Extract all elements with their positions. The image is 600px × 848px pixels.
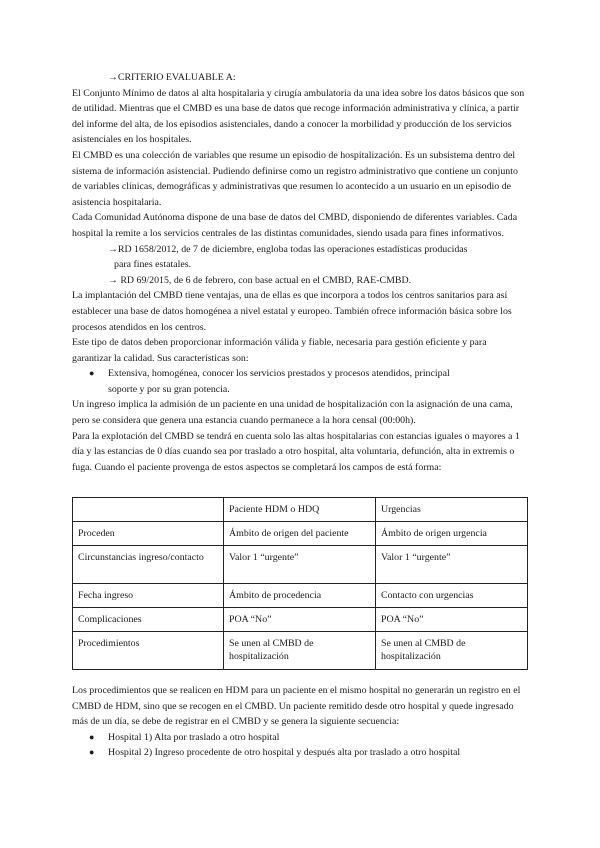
table-cell: Se unen al CMBD de hospitalización xyxy=(224,632,376,670)
table-header-cell: Paciente HDM o HDQ xyxy=(224,498,376,522)
rd-1658-line1: →RD 1658/2012, de 7 de diciembre, engloba todas las operaciones estadísticas producidas xyxy=(108,243,468,255)
list-item xyxy=(72,745,527,761)
table-header-cell: Urgencias xyxy=(376,498,528,522)
table-row xyxy=(73,522,528,546)
list-item-text: Hospital 2) Ingreso procedente de otro hospital y después alta por traslado a otro hospital xyxy=(108,747,461,759)
table-cell: Valor 1 “urgente” xyxy=(376,546,528,584)
bullet-icon: ● xyxy=(89,368,95,379)
paragraph-caracteristicas: Este tipo de datos deben proporcionar información válida y fiable, necesaria para gestión eficiente y para garantizar la calidad. Sus características son: xyxy=(72,337,487,364)
table-cell: Contacto con urgencias xyxy=(376,584,528,608)
paragraph-ventajas: La implantación del CMBD tiene ventajas, una de ellas es que incorpora a todos los centros sanitarios para así establecer una base de datos homogénea a nivel estatal y europeo. También ofrece información básica sobre los procesos atendidos en los centros. xyxy=(72,290,512,333)
table-cell: Ámbito de origen del paciente xyxy=(224,522,376,546)
table-row xyxy=(73,546,528,584)
rd-1658-item xyxy=(72,242,527,273)
campos-table xyxy=(72,497,528,670)
table-header-row xyxy=(73,498,528,522)
table-cell: Valor 1 “urgente” xyxy=(224,546,376,584)
paragraph-ingreso: Un ingreso implica la admisión de un paciente en una unidad de hospitalización con la asignación de una cama, pero se considera que genera una estancia cuando permanece a la hora censal (00:00h). xyxy=(72,399,513,427)
table-row xyxy=(73,584,528,608)
table-cell: Fecha ingreso xyxy=(73,584,224,608)
table-row xyxy=(73,632,528,670)
caracteristicas-list xyxy=(72,366,527,397)
document-body xyxy=(72,70,527,475)
list-item-text: Hospital 1) Alta por traslado a otro hospital xyxy=(108,731,280,743)
table-row xyxy=(73,608,528,632)
section-heading: →CRITERIO EVALUABLE A: xyxy=(108,72,236,83)
paragraph-procedimientos-hdm: Los procedimientos que se realicen en HDM para un paciente en el mismo hospital no generarán un registro en el CMBD de HDM, sino que se recogen en el CMBD. Un paciente remitido desde otro hospital y quede ingresado más de un día, se debe de registrar en el CMBD y se genera la siguiente secuencia: xyxy=(72,685,521,728)
paragraph-cmbd-intro: El Conjunto Mínimo de datos al alta hospitalaria y cirugía ambulatoria da una idea sobre los datos básicos que son de utilidad. Mientras que el CMBD es una base de datos que recoge información administrativa y clínica, a partir del informe del alta, de los episodios asistenciales, dando a conocer la morbilidad y producción de los servicios asistenciales en los hospitales. xyxy=(72,87,525,146)
rd-69-item: → RD 69/2015, de 6 de febrero, con base actual en el CMBD, RAE-CMBD. xyxy=(108,274,412,286)
bullet-line1: Extensiva, homogénea, conocer los servicios prestados y procesos atendidos, principal xyxy=(108,368,450,380)
table-cell: Ámbito de origen urgencia xyxy=(376,522,528,546)
list-item xyxy=(72,366,527,397)
table-cell: Complicaciones xyxy=(73,608,224,632)
table-cell: Se unen al CMBD de hospitalización xyxy=(376,632,528,670)
table-cell: POA “No” xyxy=(224,608,376,632)
list-item xyxy=(72,730,527,746)
secuencia-list xyxy=(72,730,527,761)
bullet-icon: ● xyxy=(89,747,95,758)
table-cell: Circunstancias ingreso/contacto xyxy=(73,546,224,584)
table-header-cell xyxy=(73,498,224,522)
paragraph-comunidad: Cada Comunidad Autónoma dispone de una base de datos del CMBD, disponiendo de diferentes variables. Cada hospital la remite a los servicios centrales de las distintas comunidades, siendo usada para fines informativos. xyxy=(72,212,518,239)
table-cell: Procedimientos xyxy=(73,632,224,670)
paragraph-cmbd-definition: El CMBD es una colección de variables que resume un episodio de hospitalización. Es un subsistema dentro del sistema de información asistencial. Pudiendo definirse como un registro administrativo que contiene un conjunto de variables clínicas, demográficas y administrativas que resumen lo acontecido a un usuario en un episodio de asistencia hospitalaria. xyxy=(72,149,518,208)
bullet-icon: ● xyxy=(89,731,95,742)
table-cell: Proceden xyxy=(73,522,224,546)
table-cell: POA “No” xyxy=(376,608,528,632)
table-cell: Ámbito de procedencia xyxy=(224,584,376,608)
paragraph-explotacion: Para la explotación del CMBD se tendrá en cuenta solo las altas hospitalarias con estancias iguales o mayores a 1 día y las estancias de 0 días cuando sea por traslado a otro hospital, alta voluntaria, defunción, alta in extremis o fuga. Cuando el paciente provenga de estos aspectos se completará los campos de está forma: xyxy=(72,430,520,473)
bullet-line2: soporte y por su gran potencia. xyxy=(108,383,230,395)
rd-1658-line2: para fines estatales. xyxy=(114,259,192,271)
document-body-after-table xyxy=(72,683,527,761)
